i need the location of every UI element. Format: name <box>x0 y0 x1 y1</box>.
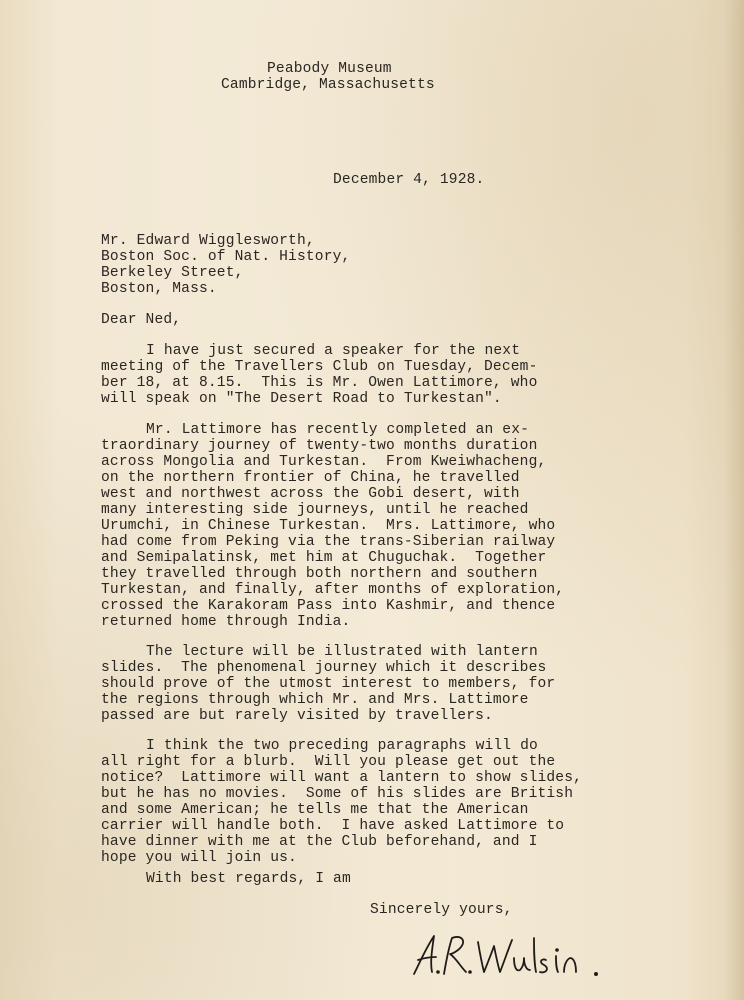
paragraph-2-line: they travelled through both northern and southern <box>101 566 538 582</box>
letter-date: December 4, 1928. <box>333 172 485 188</box>
paragraph-2-line: Mr. Lattimore has recently completed an ex- <box>146 422 530 438</box>
paragraph-4-line: all right for a blurb. Will you please get out the <box>101 754 556 770</box>
paragraph-2-line: traordinary journey of twenty-two months duration <box>101 438 538 454</box>
recipient-line-1: Mr. Edward Wigglesworth, <box>101 233 315 249</box>
paragraph-3-line: should prove of the utmost interest to members, for <box>101 676 556 692</box>
paragraph-3-line: slides. The phenomenal journey which it describes <box>101 660 547 676</box>
paragraph-4-line: have dinner with me at the Club beforehand, and I <box>101 834 538 850</box>
paragraph-4-line: carrier will handle both. I have asked Lattimore to <box>101 818 565 834</box>
paragraph-3-line: passed are but rarely visited by travellers. <box>101 708 493 724</box>
paragraph-1-line: meeting of the Travellers Club on Tuesday, Decem- <box>101 359 538 375</box>
paragraph-2-line: and Semipalatinsk, met him at Chuguchak. Together <box>101 550 547 566</box>
paragraph-2-line: had come from Peking via the trans-Siberian railway <box>101 534 556 550</box>
recipient-line-3: Berkeley Street, <box>101 265 244 281</box>
recipient-line-2: Boston Soc. of Nat. History, <box>101 249 351 265</box>
paragraph-4-line: hope you will join us. <box>101 850 297 866</box>
paragraph-4-line: and some American; he tells me that the American <box>101 802 529 818</box>
paragraph-2-line: crossed the Karakoram Pass into Kashmir, and thence <box>101 598 556 614</box>
recipient-line-4: Boston, Mass. <box>101 281 217 297</box>
closing-valediction: Sincerely yours, <box>370 902 513 918</box>
paragraph-1-line: ber 18, at 8.15. This is Mr. Owen Lattimore, who <box>101 375 538 391</box>
paragraph-2-line: across Mongolia and Turkestan. From Kweiwhacheng, <box>101 454 547 470</box>
paragraph-2-line: Turkestan, and finally, after months of exploration, <box>101 582 565 598</box>
paragraph-2-line: west and northwest across the Gobi desert, with <box>101 486 520 502</box>
letterhead-line-1: Peabody Museum <box>267 61 392 77</box>
letterhead-line-2: Cambridge, Massachusetts <box>221 77 435 93</box>
paragraph-2-line: many interesting side journeys, until he reached <box>101 502 529 518</box>
paper-fold-shadow <box>724 0 744 1000</box>
paragraph-2-line: returned home through India. <box>101 614 351 630</box>
paragraph-1-line: will speak on "The Desert Road to Turkestan". <box>101 391 502 407</box>
paragraph-2-line: Urumchi, in Chinese Turkestan. Mrs. Lattimore, who <box>101 518 556 534</box>
paragraph-3-line: The lecture will be illustrated with lantern <box>146 644 538 660</box>
paragraph-4-line: I think the two preceding paragraphs will do <box>146 738 538 754</box>
paragraph-4-line: notice? Lattimore will want a lantern to show slides, <box>101 770 583 786</box>
paragraph-1-line: I have just secured a speaker for the next <box>146 343 521 359</box>
paragraph-4-line: but he has no movies. Some of his slides are British <box>101 786 574 802</box>
closing-regards: With best regards, I am <box>146 871 351 887</box>
handwritten-signature <box>410 928 610 988</box>
paragraph-2-line: on the northern frontier of China, he travelled <box>101 470 520 486</box>
paragraph-3-line: the regions through which Mr. and Mrs. Lattimore <box>101 692 529 708</box>
salutation: Dear Ned, <box>101 312 182 328</box>
